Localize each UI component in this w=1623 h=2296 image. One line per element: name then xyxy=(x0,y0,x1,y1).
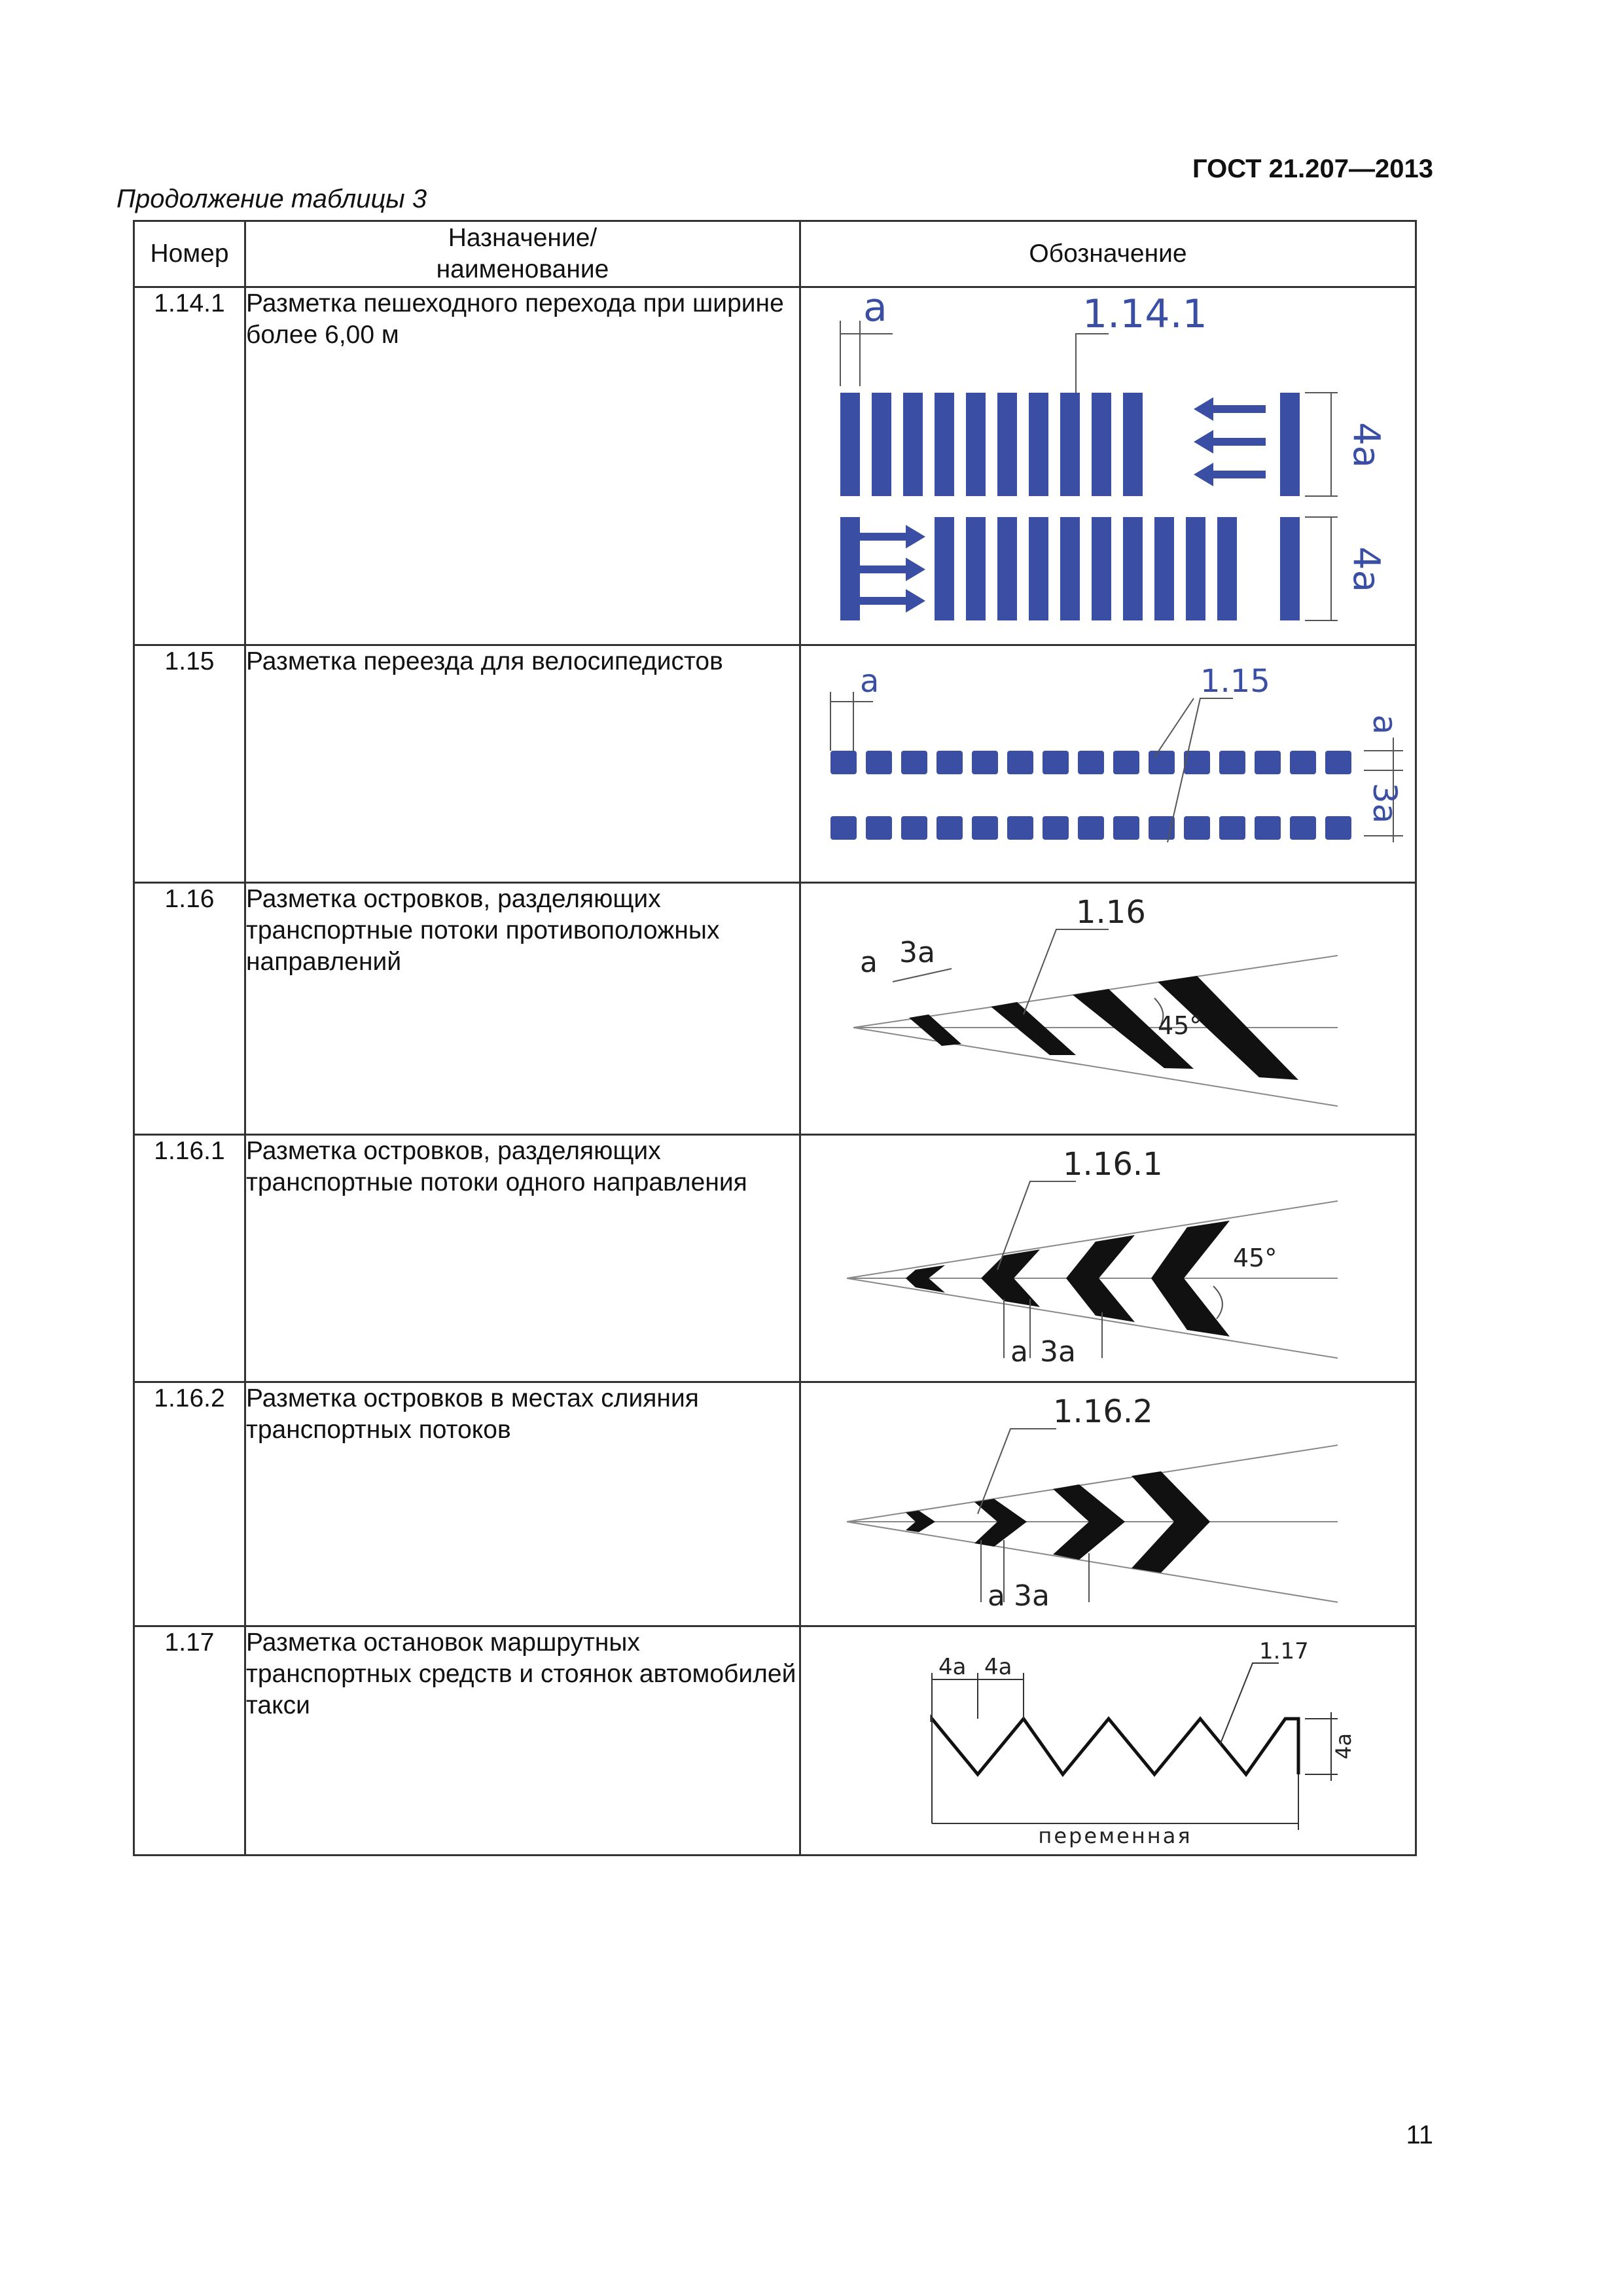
table-row xyxy=(134,883,1416,1135)
table-row xyxy=(134,1382,1416,1626)
bicycle-square xyxy=(1007,751,1033,774)
bicycle-square xyxy=(1149,751,1175,774)
dim-4a-label-top: 4a xyxy=(1345,422,1387,468)
row-num: 1.15 xyxy=(134,645,245,883)
crosswalk-1-14-1-figure xyxy=(801,288,1418,641)
dim-4a-label-right: 4a xyxy=(984,1654,1012,1680)
row-name: Разметка островков, разделяющих транспортные потоки одного направления xyxy=(245,1135,800,1382)
bicycle-square xyxy=(1325,816,1351,840)
row-symbol xyxy=(800,1135,1416,1382)
marking-code-label: 1.15 xyxy=(1200,663,1270,700)
bicycle-square xyxy=(972,816,998,840)
marking-code-label: 1.16 xyxy=(1076,894,1146,931)
row-num: 1.16.1 xyxy=(134,1135,245,1382)
table-row xyxy=(134,1626,1416,1856)
crosswalk-stripes xyxy=(840,393,1300,620)
markings-table xyxy=(133,220,1417,1856)
bicycle-crossing-1-15-figure xyxy=(801,646,1418,879)
bicycle-square xyxy=(866,816,892,840)
bicycle-square xyxy=(1290,816,1316,840)
standard-number: ГОСТ 21.207—2013 xyxy=(1192,154,1433,183)
dim-3a-label-right: 3a xyxy=(1366,782,1404,824)
bicycle-square xyxy=(936,751,963,774)
bicycle-square xyxy=(1113,751,1139,774)
bicycle-square xyxy=(1007,816,1033,840)
island-1-16-2-figure xyxy=(801,1383,1418,1623)
marking-code-label: 1.17 xyxy=(1259,1638,1309,1664)
bicycle-square xyxy=(1255,816,1281,840)
dim-a-label: a xyxy=(860,663,880,700)
marking-code-label: 1.16.1 xyxy=(1063,1146,1163,1183)
table-header-row xyxy=(134,221,1416,287)
bus-stop-1-17-figure xyxy=(801,1627,1418,1852)
row-name: Разметка островков, разделяющих транспортные потоки противоположных направлений xyxy=(245,883,800,1135)
bicycle-square xyxy=(972,751,998,774)
bicycle-square xyxy=(1255,751,1281,774)
dim-a-label-right: a xyxy=(1366,714,1404,735)
row-name: Разметка остановок маршрутных транспортных средств и стоянок автомобилей такси xyxy=(245,1626,800,1856)
bicycle-square xyxy=(1113,816,1139,840)
header-name xyxy=(245,221,800,287)
marking-code-label: 1.14.1 xyxy=(1082,291,1207,337)
island-1-16-1-figure xyxy=(801,1136,1418,1379)
table-continuation-caption: Продолжение таблицы 3 xyxy=(116,185,427,213)
bicycle-square xyxy=(1325,751,1351,774)
row-name: Разметка переезда для велосипедистов xyxy=(245,645,800,883)
dim-4a-label-bottom: 4a xyxy=(1345,547,1387,592)
bicycle-square xyxy=(1219,751,1245,774)
angle-label: 45° xyxy=(1158,1011,1202,1040)
bicycle-square xyxy=(1078,751,1104,774)
dim-a-label: a xyxy=(860,946,878,979)
zigzag-line xyxy=(932,1719,1298,1774)
bicycle-square xyxy=(1219,816,1245,840)
direction-arrows-left xyxy=(1194,397,1266,486)
bicycle-square xyxy=(901,816,927,840)
row-name: Разметка островков в местах слияния транспортных потоков xyxy=(245,1382,800,1626)
bicycle-square xyxy=(830,751,857,774)
table-row xyxy=(134,287,1416,645)
dim-3a-label: 3a xyxy=(1040,1335,1076,1369)
dim-4a-label-vertical: 4a xyxy=(1331,1733,1356,1759)
header-name-line1: Назначение/ xyxy=(448,224,597,252)
row-num: 1.16 xyxy=(134,883,245,1135)
dim-a-label: a xyxy=(1010,1335,1028,1369)
angle-label: 45° xyxy=(1233,1244,1277,1272)
bicycle-square xyxy=(1043,816,1069,840)
dim-3a-label: 3a xyxy=(899,936,935,969)
dim-a-label: a xyxy=(863,288,887,331)
row-symbol xyxy=(800,1626,1416,1856)
row-num: 1.17 xyxy=(134,1626,245,1856)
header-num: Номер xyxy=(134,221,245,287)
bicycle-squares xyxy=(830,751,1351,840)
dimension-lines xyxy=(932,1663,1338,1830)
bicycle-square xyxy=(1290,751,1316,774)
row-symbol xyxy=(800,883,1416,1135)
direction-arrows-right xyxy=(853,525,925,613)
island-1-16-figure xyxy=(801,884,1418,1131)
row-symbol xyxy=(800,1382,1416,1626)
bicycle-square xyxy=(830,816,857,840)
row-name: Разметка пешеходного перехода при ширине более 6,00 м xyxy=(245,287,800,645)
bicycle-square xyxy=(901,751,927,774)
row-symbol xyxy=(800,287,1416,645)
bicycle-square xyxy=(866,751,892,774)
variable-length-label: переменная xyxy=(1038,1823,1192,1848)
page-number: 11 xyxy=(1406,2121,1433,2149)
table-row xyxy=(134,645,1416,883)
row-num: 1.16.2 xyxy=(134,1382,245,1626)
dim-4a-label-left: 4a xyxy=(938,1654,967,1680)
row-num: 1.14.1 xyxy=(134,287,245,645)
bicycle-square xyxy=(1184,816,1210,840)
header-symbol: Обозначение xyxy=(800,221,1416,287)
table-row xyxy=(134,1135,1416,1382)
row-symbol xyxy=(800,645,1416,883)
header-name-line2: наименование xyxy=(436,255,609,283)
bicycle-square xyxy=(1043,751,1069,774)
dim-3a-label: 3a xyxy=(1014,1579,1050,1613)
bicycle-square xyxy=(1078,816,1104,840)
dim-a-label: a xyxy=(988,1579,1005,1613)
marking-code-label: 1.16.2 xyxy=(1053,1393,1153,1430)
bicycle-square xyxy=(936,816,963,840)
